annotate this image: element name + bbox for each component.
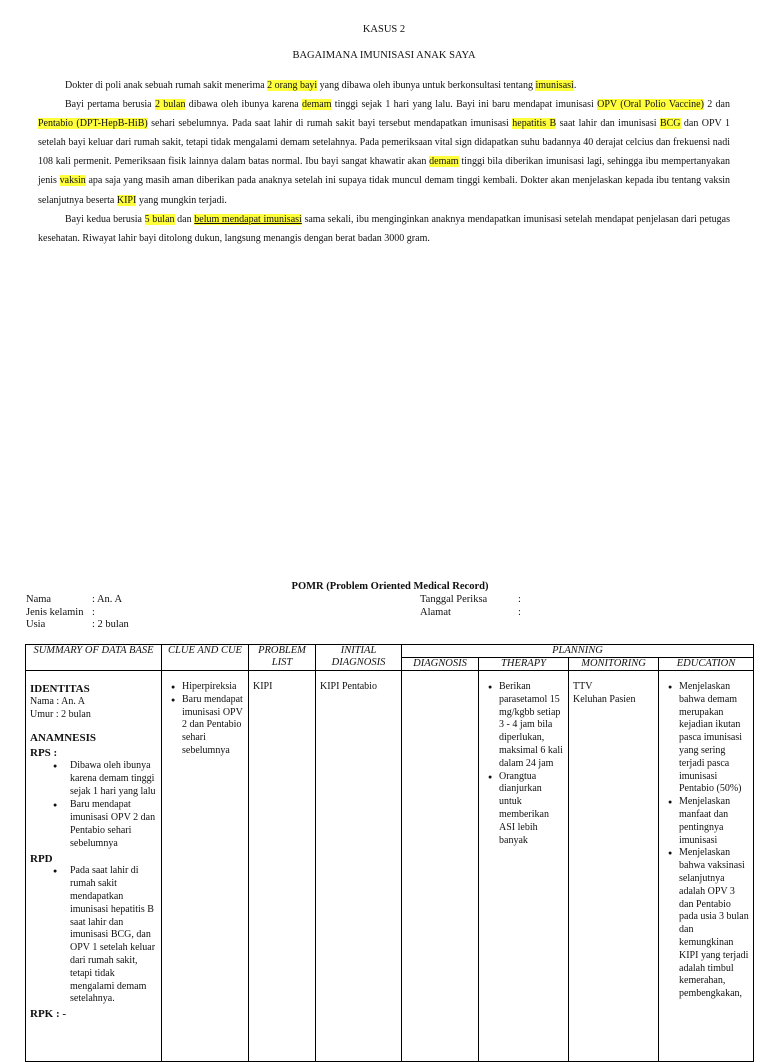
info-row-date: Tanggal Periksa : [420,594,521,605]
clue-cell [162,671,249,1062]
therapy-cell [479,671,569,1062]
info-row-address: Alamat : [420,606,521,618]
case-body [38,76,730,248]
initial-diagnosis-cell [316,671,402,1062]
header-monitoring: MONITORING [569,658,659,671]
list-item: ● Baru mendapat imunisasi OPV 2 dan Pentabio sehari sebelumnya [70,799,157,850]
exam-info [420,594,521,619]
highlight: belum mendapat imunisasi [194,213,302,225]
case-title: KASUS 2 [362,24,406,35]
highlight: demam [302,99,332,111]
case-paragraph-3: Bayi kedua berusia 5 bulan dan belum mendapat imunisasi sama sekali, ibu menginginkan anaknya mendapatkan imunisasi setelah mendapat penjelasan dari petugas kesehatan. Riwayat lahir bayi ditolong dukun, langsung menangis dengan berat badan 3000 gram. [38,213,730,244]
summary-age: Umur : 2 bulan [30,708,91,720]
list-item: ● Pada saat lahir di rumah sakit mendapatkan imunisasi hepatitis B saat lahir dan imunisasi BCG, dan OPV 1 setelah keluar dari rumah sakit, tetapi tidak mengalami demam setelahnya. [70,865,157,1006]
pomr-table [25,644,754,1062]
list-item: ● Dibawa oleh ibunya karena demam tinggi sejak 1 hari yang lalu [70,760,157,798]
monitoring-cell [569,671,659,1062]
list-item: ● Menjelaskan manfaat dan pentingnya imunisasi [679,796,749,847]
info-row-sex: Jenis kelamin : [26,606,95,618]
list-item: ● Menjelaskan bahwa vaksinasi selanjutnya adalah OPV 3 dan Pentabio pada usia 3 bulan dan kemungkinan KIPI yang terjadi adalah timbul kemerahan, pembengkakan, [679,847,749,1001]
highlight: 2 bulan [154,99,186,111]
highlight: 2 orang bayi [267,80,318,91]
list-item: ● Menjelaskan bahwa demam merupakan kejadian ikutan pasca imunisasi yang sering terjadi pasca imunisasi Pentabio (50%) [679,681,749,796]
highlight: vaksin [59,175,86,187]
summary-name: Nama : An. A [30,695,85,707]
header-diagnosis: DIAGNOSIS [402,658,479,671]
highlight: imunisasi [535,80,574,91]
case-paragraph-1: Dokter di poli anak sebuah rumah sakit menerima 2 orang bayi yang dibawa oleh ibunya untuk berkonsultasi tentang imunisasi. [65,80,577,91]
monitoring-item: TTV [573,681,593,692]
header-summary: SUMMARY OF DATA BASE [26,645,162,671]
table-row [26,671,754,1062]
section-heading: RPS : [30,747,58,760]
case-paragraph-2: Bayi pertama berusia 2 bulan dibawa oleh ibunya karena demam tinggi sejak 1 hari yang lalu. Bayi ini baru mendapat imunisasi OPV (Oral Polio Vaccine) 2 dan Pentabio (DPT-HepB-HiB) sehari sebelumnya. Pada saat lahir di rumah sakit bayi tersebut mendapatkan imunisasi hepatitis B saat lahir dan imunisasi BCG dan OPV 1 setelah bayi keluar dari rumah sakit, tetapi tidak mengalami demam setelahnya. Pada pemeriksaan vital sign didapatkan suhu badannya 40 derajat celcius dan frekuensi nadi 108 kali permenit. Pemeriksaan fisik lainnya dalam batas normal. Ibu bayi sangat khawatir akan demam tinggi bila diberikan imunisasi lagi, sehingga ibu mempertanyakan jenis vaksin apa saja yang masih aman diberikan pada anaknya setelah ini supaya tidak muncul demam tinggi kembali. Dokter akan menjelaskan kepada ibu tentang vaksin selanjutnya beserta KIPI yang mungkin terjadi. [38,99,731,206]
header-clue: CLUE AND CUE [162,645,249,671]
summary-cell [26,671,162,1062]
header-planning: PLANNING [402,645,754,658]
diagnosis-cell [402,671,479,1062]
list-item: ● Baru mendapat imunisasi OPV 2 dan Pentabio sehari sebelumnya [182,694,244,758]
list-item: ● Berikan parasetamol 15 mg/kgbb setiap 3 - 4 jam bila diperlukan, maksimal 6 kali dalam 24 jam [499,681,564,771]
patient-info [26,594,129,632]
education-cell [659,671,754,1062]
highlight: OPV (Oral Polio Vaccine) [597,99,704,111]
section-heading: RPD [30,852,53,865]
pomr-title: POMR (Problem Oriented Medical Record) [291,581,489,592]
section-heading: ANAMNESIS [30,732,97,745]
header-problem-list: PROBLEM LIST [249,645,316,671]
header-initial-diagnosis: INITIAL DIAGNOSIS [316,645,402,671]
monitoring-item: Keluhan Pasien [573,693,636,705]
initial-diagnosis-text: KIPI Pentabio [320,681,377,692]
header-education: EDUCATION [659,658,754,671]
header-therapy: THERAPY [479,658,569,671]
info-row-name: Nama : An. A [26,594,123,605]
section-heading: IDENTITAS [30,683,90,695]
highlight: hepatitis B [512,118,557,130]
case-subtitle: BAGAIMANA IMUNISASI ANAK SAYA [292,50,476,61]
highlight: KIPI [116,194,137,206]
highlight: Pentabio (DPT-HepB-HiB) [38,118,148,130]
problem-text: KIPI [253,681,273,692]
problem-cell [249,671,316,1062]
list-item: ● Hiperpireksia [182,681,244,694]
list-item: ● Orangtua dianjurkan untuk memberikan ASI lebih banyak [499,771,564,848]
highlight: demam [429,156,459,168]
info-row-age: Usia : 2 bulan [26,619,129,630]
highlight: 5 bulan [144,213,175,225]
section-heading: RPK : - [30,1008,67,1021]
highlight: BCG [659,118,681,130]
